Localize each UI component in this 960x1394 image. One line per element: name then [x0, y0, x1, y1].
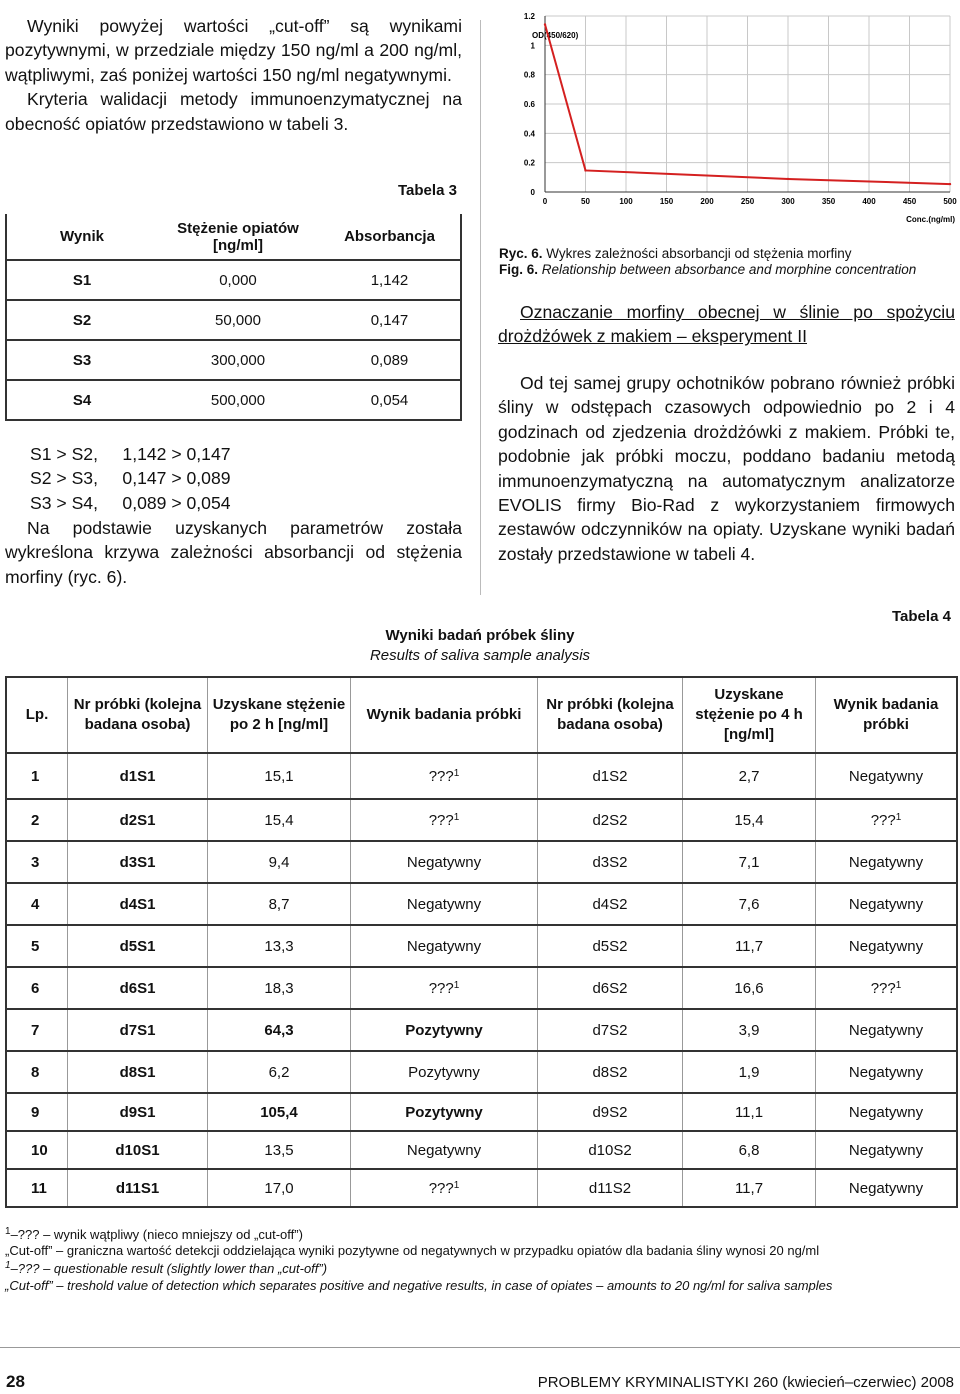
table4-cell-sample-4h-text: d4S2 [592, 895, 628, 913]
chart-y-tick-label: 0.4 [523, 129, 535, 139]
table4-cell-result-4h-text: Negatywny [848, 1103, 924, 1121]
paragraph-experiment: Od tej samej grupy ochotników pobrano również próbki śliny w odstępach czasowych odpowiednio po 2 i 4 godzinach od zjedzenia drożdżówki z makiem. Próbki te, podobnie jak próbki moczu, poddano badaniu metodą immunoenzymatyczną na automatycznym analizatorze EVOLIS firmy Bio-Rad z wykorzystaniem firmowych zestawów odczynników na opiaty. Uzyskane wyniki badań zostały przedstawione w tabeli 4. [498, 373, 955, 564]
table4-cell-lp [6, 883, 68, 925]
table4-cell-result-2h-text: Negatywny [406, 853, 482, 871]
table4-cell-result-2h-text: Pozytywny [405, 1103, 483, 1121]
table4-cell-sample-2h-text: d7S1 [119, 1021, 156, 1039]
table4-cell-result-4h [816, 841, 958, 883]
table4-cell-result-4h-text: Negatywny [848, 1141, 924, 1159]
chart-x-tick-label: 300 [781, 197, 795, 206]
table4-cell-sample-4h-text: d2S2 [592, 811, 628, 829]
journal-title: PROBLEMY KRYMINALISTYKI 260 (kwiecień–czerwiec) 2008 [537, 1374, 954, 1391]
paragraph-curve-text: Na podstawie uzyskanych parametrów została wykreślona krzywa zależności absorbancji od stężenia morfiny (ryc. 6). [5, 518, 462, 587]
table4-cell-result-4h-text: Negatywny [848, 1179, 924, 1197]
table4-cell-conc-2h [208, 1131, 351, 1169]
table4-row [6, 1131, 957, 1169]
table4-subtitle: Results of saliva sample analysis [369, 647, 591, 664]
chart-y-tick-label: 0.6 [523, 100, 535, 109]
table4-cell-sample-4h [538, 1009, 683, 1051]
footnote-text: –??? – questionable result (slightly lower than „cut-off”) [10, 1261, 328, 1276]
table4-cell-lp [6, 1131, 68, 1169]
table4-cell-lp-text: 5 [31, 937, 40, 955]
table4 [5, 676, 958, 1208]
table4-cell-lp [6, 967, 68, 1009]
table4-cell-lp [6, 753, 68, 799]
chart-y-tick-label: 1.2 [523, 12, 535, 21]
table4-cell-sample-4h [538, 753, 683, 799]
table4-cell-conc-2h-text: 15,1 [264, 767, 294, 785]
inequalities [30, 442, 231, 515]
table4-cell-result-2h-text: ??? [428, 979, 454, 997]
table4-cell-conc-2h-text: 13,5 [264, 1141, 294, 1159]
table4-header-conc-4h: Uzyskane stężenie po 4 h [ng/ml] [683, 677, 816, 753]
table4-body [6, 753, 957, 1207]
footnote-1-en [5, 1258, 327, 1276]
caption-polish [499, 246, 959, 262]
table4-cell-sample-2h [68, 925, 208, 967]
table4-row [6, 1169, 957, 1207]
chart-y-tick-label: 0.8 [523, 70, 535, 80]
caption-english [499, 262, 959, 278]
table4-cell-sample-2h-text: d4S1 [119, 895, 156, 913]
table4-cell-sample-2h [68, 1051, 208, 1093]
table3-cell-absorbance: 0,054 [319, 380, 461, 420]
table4-cell-result-2h-text: Pozytywny [408, 1063, 480, 1081]
table4-cell-lp-text: 6 [31, 979, 40, 997]
table4-cell-result-4h [816, 799, 958, 841]
table4-cell-sample-2h-text: d10S1 [115, 1141, 160, 1159]
table4-cell-lp-text: 1 [31, 767, 40, 785]
table3-row [6, 300, 461, 340]
table4-title: Wyniki badań próbek śliny [385, 627, 575, 644]
table4-cell-result-2h [351, 799, 538, 841]
table4-cell-conc-2h [208, 1009, 351, 1051]
chart-x-tick-label: 450 [902, 197, 917, 206]
footnote-1-pl [5, 1224, 303, 1242]
table4-cell-conc-4h-text: 2,7 [738, 767, 760, 785]
chart-y-tick-label: 0 [530, 188, 535, 197]
table4-cell-sample-4h [538, 799, 683, 841]
table4-row [6, 883, 957, 925]
table4-cell-sample-2h-text: d5S1 [119, 937, 156, 955]
table4-row [6, 799, 957, 841]
footnote-2-en: „Cut-off” – treshold value of detection which separates positive and negative results, in case of opiates – amounts to 20 ng/ml for saliva samples [5, 1278, 833, 1293]
table4-cell-conc-4h [683, 883, 816, 925]
table4-cell-conc-2h-text: 17,0 [264, 1179, 294, 1197]
table4-cell-sample-4h-text: d5S2 [592, 937, 628, 955]
table4-cell-result-4h-text: Negatywny [848, 895, 924, 913]
table4-cell-conc-2h [208, 967, 351, 1009]
chart-y-tick-label: 0.2 [523, 158, 535, 168]
table3-cell-result: S3 [6, 340, 157, 380]
table4-cell-sample-4h-text: d6S2 [592, 979, 628, 997]
table4-cell-sample-4h-text: d7S2 [592, 1021, 628, 1039]
table4-cell-result-4h [816, 1051, 958, 1093]
footnote-mark: 1 [453, 1179, 460, 1191]
table4-cell-result-2h [351, 883, 538, 925]
table4-cell-result-4h [816, 1093, 958, 1131]
table3-header-row [6, 214, 461, 260]
table4-row [6, 1009, 957, 1051]
table4-cell-conc-4h-text: 11,7 [734, 1179, 764, 1197]
table4-cell-result-4h-text: Negatywny [848, 767, 924, 785]
paragraph-cutoff: Wyniki powyżej wartości „cut-off” są wynikami pozytywnymi, w przedziale między 150 ng/ml a 200 ng/ml, wątpliwymi, zaś poniżej wartości 150 ng/ml negatywnymi. [5, 16, 462, 85]
table4-cell-conc-2h-text: 105,4 [260, 1103, 298, 1121]
caption-text-en: Relationship between absorbance and morphine concentration [541, 262, 917, 277]
table4-cell-result-2h-text: ??? [428, 1179, 454, 1197]
table4-cell-sample-2h-text: d6S1 [119, 979, 156, 997]
table4-cell-result-4h-text: ??? [870, 811, 896, 829]
table4-cell-result-4h-text: Negatywny [848, 937, 924, 955]
table4-header-sample-2h: Nr próbki (kolejna badana osoba) [68, 677, 208, 753]
table4-cell-result-4h [816, 1009, 958, 1051]
table4-cell-sample-4h-text: d10S2 [588, 1141, 632, 1159]
table4-cell-conc-4h-text: 6,8 [738, 1141, 760, 1159]
table4-cell-lp [6, 1009, 68, 1051]
table4-cell-sample-4h [538, 1169, 683, 1207]
table4-cell-conc-2h [208, 753, 351, 799]
footnote-mark: 1 [895, 979, 902, 991]
table4-cell-sample-2h [68, 1009, 208, 1051]
chart-data-point [544, 23, 546, 25]
table4-cell-conc-2h [208, 1093, 351, 1131]
table4-cell-lp-text: 3 [31, 853, 40, 871]
table3-cell-result: S4 [6, 380, 157, 420]
table4-cell-conc-4h [683, 1009, 816, 1051]
table4-cell-result-2h [351, 1009, 538, 1051]
footnote-2-pl: „Cut-off” – graniczna wartość detekcji oddzielająca wyniki pozytywne od negatywnych w przypadku opiatów dla badania śliny wynosi 20 ng/ml [5, 1243, 820, 1258]
table4-cell-sample-2h-text: d11S1 [115, 1179, 160, 1197]
table4-cell-sample-2h [68, 799, 208, 841]
table4-row [6, 925, 957, 967]
table4-cell-lp [6, 925, 68, 967]
table4-cell-sample-2h [68, 753, 208, 799]
page-number: 28 [6, 1372, 25, 1391]
table4-header-result-2h: Wynik badania próbki [351, 677, 538, 753]
footnote-mark: 1 [453, 811, 460, 823]
footer-rule [0, 1347, 960, 1348]
table4-cell-result-2h [351, 1093, 538, 1131]
table4-cell-lp [6, 1093, 68, 1131]
table4-cell-conc-4h-text: 3,9 [738, 1021, 760, 1039]
table4-cell-lp [6, 1169, 68, 1207]
table4-cell-result-2h-text: ??? [428, 767, 454, 785]
chart-x-tick-label: 350 [821, 197, 836, 206]
table4-cell-result-2h-text: Negatywny [406, 937, 482, 955]
chart-data-point [787, 178, 789, 180]
table4-header-row [6, 677, 957, 753]
table4-cell-lp-text: 7 [31, 1021, 40, 1039]
table4-cell-sample-4h-text: d9S2 [592, 1103, 628, 1121]
table4-cell-sample-2h [68, 1169, 208, 1207]
chart-x-tick-label: 200 [700, 197, 714, 206]
table4-cell-sample-4h-text: d1S2 [592, 767, 628, 785]
table4-cell-conc-2h-text: 64,3 [264, 1021, 294, 1039]
table4-header-result-4h: Wynik badania próbki [816, 677, 958, 753]
table3 [5, 214, 462, 421]
right-text-block [498, 371, 955, 566]
table4-cell-conc-4h [683, 799, 816, 841]
chart-x-tick-label: 400 [862, 197, 876, 206]
table4-cell-result-2h [351, 925, 538, 967]
table4-cell-result-4h-text: Negatywny [848, 1021, 924, 1039]
table4-cell-sample-2h-text: d2S1 [119, 811, 156, 829]
table4-cell-result-2h-text: Pozytywny [405, 1021, 483, 1039]
table4-cell-result-4h-text: ??? [870, 979, 896, 997]
inequality-line: S2 > S3, 0,147 > 0,089 [30, 468, 231, 489]
table3-header-absorbance: Absorbancja [319, 214, 461, 260]
table3-cell-absorbance: 1,142 [319, 260, 461, 300]
table4-cell-lp-text: 8 [31, 1063, 40, 1081]
footnote-mark: 1 [453, 979, 460, 991]
table4-cell-lp-text: 10 [31, 1141, 48, 1159]
section-heading: Oznaczanie morfiny obecnej w ślinie po spożyciu drożdżówek z makiem – eksperyment II [498, 302, 955, 347]
table4-cell-conc-4h [683, 1169, 816, 1207]
caption-label-en: Fig. 6. [499, 262, 539, 277]
chart-x-axis-label: Conc.(ng/ml) [906, 215, 955, 224]
table3-cell-concentration: 50,000 [157, 300, 319, 340]
footnote-mark: 1 [5, 1260, 11, 1271]
table4-cell-sample-4h [538, 925, 683, 967]
table4-cell-result-2h-text: ??? [428, 811, 454, 829]
table4-cell-conc-4h [683, 1051, 816, 1093]
figure-caption [499, 246, 959, 278]
table4-cell-conc-4h [683, 967, 816, 1009]
table4-cell-conc-2h-text: 9,4 [268, 853, 290, 871]
paragraph-validation: Kryteria walidacji metody immunoenzymatycznej na obecność opiatów przedstawiono w tabeli 3. [5, 89, 462, 134]
chart-x-tick-label: 0 [542, 197, 548, 206]
table4-cell-conc-2h-text: 15,4 [264, 811, 294, 829]
table4-cell-sample-2h-text: d9S1 [119, 1103, 156, 1121]
table4-cell-lp-text: 11 [31, 1179, 47, 1197]
table4-cell-conc-2h [208, 1169, 351, 1207]
table4-cell-conc-4h-text: 11,1 [734, 1103, 764, 1121]
footnote-mark: 1 [5, 1226, 11, 1237]
table4-cell-sample-2h [68, 1093, 208, 1131]
chart-x-tick-label: 100 [619, 197, 633, 206]
table4-cell-conc-4h-text: 7,1 [738, 853, 760, 871]
table4-cell-result-2h [351, 841, 538, 883]
table4-cell-sample-2h [68, 841, 208, 883]
table4-cell-conc-4h-text: 15,4 [734, 811, 764, 829]
table3-header-result: Wynik [6, 214, 157, 260]
table4-cell-conc-2h-text: 6,2 [268, 1063, 290, 1081]
table4-cell-result-4h-text: Negatywny [848, 1063, 924, 1081]
table4-row [6, 1051, 957, 1093]
table4-cell-lp-text: 4 [31, 895, 40, 913]
footnote-text: –??? – wynik wątpliwy (nieco mniejszy od „cut-off”) [10, 1227, 303, 1242]
table3-row [6, 340, 461, 380]
table4-cell-conc-2h [208, 799, 351, 841]
table4-cell-conc-4h-text: 1,9 [738, 1063, 760, 1081]
table4-cell-result-2h [351, 1131, 538, 1169]
table4-cell-sample-4h [538, 1093, 683, 1131]
table4-cell-lp-text: 9 [31, 1103, 40, 1121]
table4-label: Tabela 4 [892, 608, 951, 625]
chart-data-point [949, 183, 951, 185]
table4-cell-conc-2h-text: 18,3 [264, 979, 294, 997]
table4-cell-conc-4h-text: 11,7 [734, 937, 764, 955]
table4-cell-sample-2h [68, 967, 208, 1009]
table3-body [6, 260, 461, 420]
table4-cell-sample-2h-text: d3S1 [119, 853, 156, 871]
table4-cell-sample-4h [538, 967, 683, 1009]
table4-cell-result-2h [351, 967, 538, 1009]
inequality-line: S1 > S2, 1,142 > 0,147 [30, 444, 231, 464]
table3-header-concentration: Stężenie opiatów [ng/ml] [157, 214, 319, 260]
table3-row [6, 260, 461, 300]
caption-label-pl: Ryc. 6. [499, 246, 543, 261]
column-divider [480, 20, 481, 595]
table4-cell-sample-2h-text: d8S1 [119, 1063, 156, 1081]
caption-text-pl: Wykres zależności absorbancji od stężenia morfiny [546, 246, 852, 261]
table3-row [6, 380, 461, 420]
chart-x-tick-label: 250 [740, 197, 755, 206]
table4-cell-result-4h [816, 753, 958, 799]
table3-cell-absorbance: 0,089 [319, 340, 461, 380]
table4-cell-sample-2h [68, 1131, 208, 1169]
table4-cell-sample-4h-text: d8S2 [592, 1063, 628, 1081]
table4-cell-result-2h [351, 1051, 538, 1093]
table4-cell-sample-4h [538, 1131, 683, 1169]
table3-label: Tabela 3 [398, 182, 457, 199]
table4-cell-conc-2h [208, 883, 351, 925]
table4-cell-result-2h-text: Negatywny [406, 895, 482, 913]
table4-cell-result-2h [351, 753, 538, 799]
table4-cell-result-4h [816, 1169, 958, 1207]
table4-cell-sample-4h [538, 841, 683, 883]
table4-header-conc-2h: Uzyskane stężenie po 2 h [ng/ml] [208, 677, 351, 753]
table4-cell-result-4h [816, 967, 958, 1009]
table4-cell-sample-4h-text: d3S2 [592, 853, 628, 871]
table4-cell-result-4h-text: Negatywny [848, 853, 924, 871]
inequality-line: S3 > S4, 0,089 > 0,054 [30, 492, 231, 513]
table4-cell-conc-4h [683, 925, 816, 967]
table4-cell-conc-4h [683, 1093, 816, 1131]
table4-row [6, 1093, 957, 1131]
footnote-mark: 1 [895, 811, 902, 823]
table4-cell-conc-2h-text: 8,7 [268, 895, 290, 913]
table4-row [6, 753, 957, 799]
table4-row [6, 841, 957, 883]
table4-cell-lp-text: 2 [31, 811, 40, 829]
chart-x-tick-label: 500 [943, 197, 957, 206]
table4-cell-conc-4h [683, 1131, 816, 1169]
table4-cell-result-2h-text: Negatywny [406, 1141, 482, 1159]
table4-cell-conc-4h [683, 841, 816, 883]
table3-cell-absorbance: 0,147 [319, 300, 461, 340]
table4-cell-result-4h [816, 883, 958, 925]
table4-cell-sample-4h [538, 883, 683, 925]
table4-header-lp: Lp. [6, 677, 68, 753]
chart-y-tick-label: 1 [530, 41, 535, 51]
table4-cell-result-4h [816, 925, 958, 967]
chart-y-axis-label: OD(450/620) [532, 31, 579, 40]
table4-cell-conc-2h [208, 925, 351, 967]
table4-cell-lp [6, 799, 68, 841]
absorbance-chart [500, 6, 960, 228]
table4-cell-sample-4h-text: d11S2 [588, 1179, 632, 1197]
table4-cell-result-2h [351, 1169, 538, 1207]
chart-data-point [584, 169, 586, 171]
table3-cell-concentration: 300,000 [157, 340, 319, 380]
table4-cell-conc-2h-text: 13,3 [264, 937, 294, 955]
table4-cell-lp [6, 1051, 68, 1093]
chart-x-tick-label: 150 [659, 197, 674, 206]
footnote-mark: 1 [453, 767, 460, 779]
table4-cell-conc-4h-text: 16,6 [734, 979, 764, 997]
table4-cell-conc-4h-text: 7,6 [738, 895, 760, 913]
table4-cell-conc-2h [208, 841, 351, 883]
table4-cell-result-4h [816, 1131, 958, 1169]
table4-header-sample-4h: Nr próbki (kolejna badana osoba) [538, 677, 683, 753]
table4-cell-conc-2h [208, 1051, 351, 1093]
table4-row [6, 967, 957, 1009]
chart-x-tick-label: 50 [581, 197, 590, 206]
table3-cell-concentration: 0,000 [157, 260, 319, 300]
table4-cell-conc-4h [683, 753, 816, 799]
table3-cell-result: S2 [6, 300, 157, 340]
table4-cell-sample-2h [68, 883, 208, 925]
table4-cell-sample-2h-text: d1S1 [119, 767, 156, 785]
table3-cell-result: S1 [6, 260, 157, 300]
left-text-block [5, 14, 462, 136]
table4-cell-sample-4h [538, 1051, 683, 1093]
paragraph-curve [5, 516, 462, 589]
table4-cell-lp [6, 841, 68, 883]
table3-cell-concentration: 500,000 [157, 380, 319, 420]
